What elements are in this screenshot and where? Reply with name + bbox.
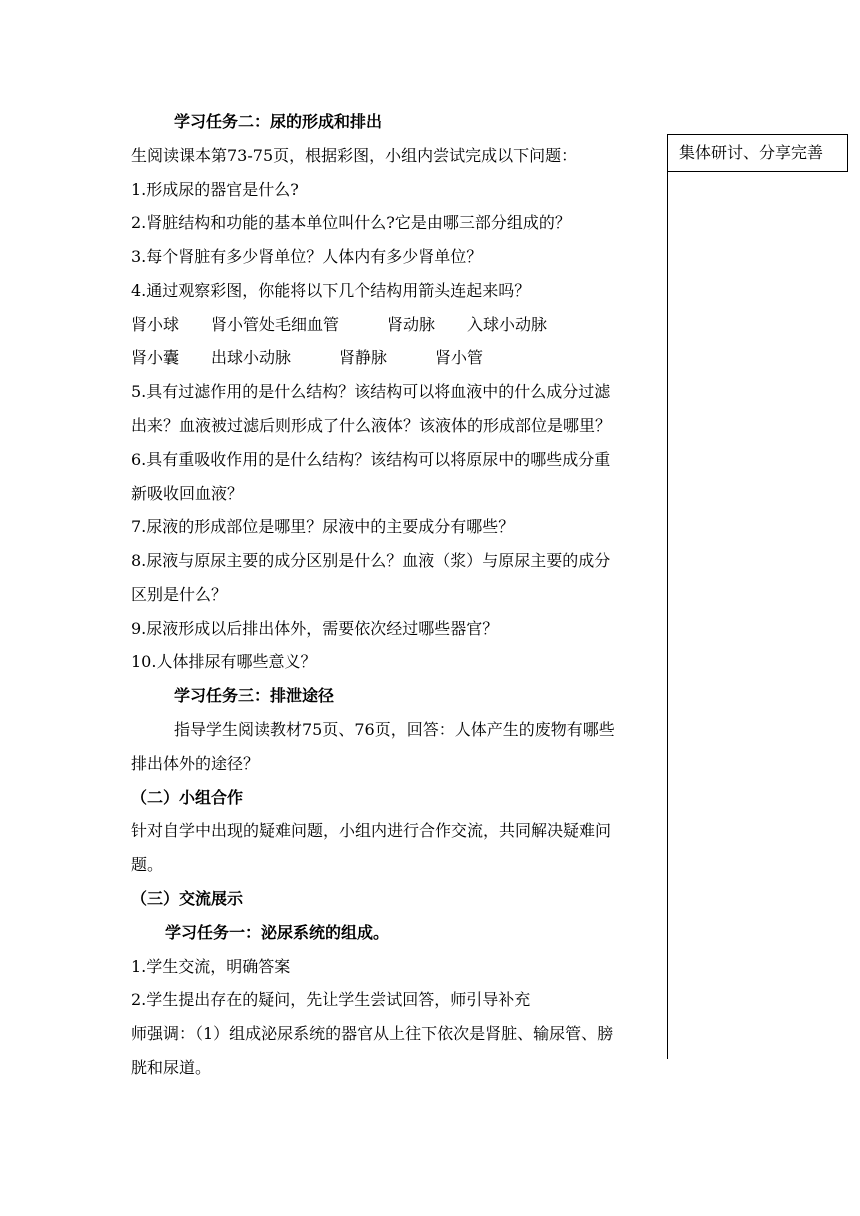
question-1: 1.形成尿的器官是什么? <box>131 180 299 199</box>
teacher-emphasis-line-2: 胱和尿道。 <box>131 1058 212 1077</box>
section-group-work-heading: （二）小组合作 <box>131 788 244 807</box>
section-exchange-heading: （三）交流展示 <box>131 889 244 908</box>
side-column-label: 集体研讨、分享完善 <box>679 143 824 162</box>
task2-instruction: 生阅读课本第73-75页，根据彩图，小组内尝试完成以下问题： <box>131 146 578 165</box>
exchange-step-1: 1.学生交流，明确答案 <box>131 957 291 976</box>
task2-heading: 学习任务二：尿的形成和排出 <box>174 112 383 131</box>
group-work-text-line-1: 针对自学中出现的疑难问题，小组内进行合作交流，共同解决疑难问 <box>131 821 612 840</box>
question-6-line-2: 新吸收回血液？ <box>131 484 244 503</box>
task3-heading: 学习任务三：排泄途径 <box>174 686 335 705</box>
task1-heading: 学习任务一：泌尿系统的组成。 <box>165 923 390 942</box>
question-8-line-2: 区别是什么？ <box>131 585 228 604</box>
task3-instruction-line-2: 排出体外的途径？ <box>131 754 260 773</box>
question-6-line-1: 6.具有重吸收作用的是什么结构？该结构可以将原尿中的哪些成分重 <box>131 450 611 469</box>
task3-instruction-line-1: 指导学生阅读教材75页、76页，回答：人体产生的废物有哪些 <box>174 720 615 739</box>
structure-list-2: 肾小囊 出球小动脉 肾静脉 肾小管 <box>131 348 484 367</box>
question-7: 7.尿液的形成部位是哪里？尿液中的主要成分有哪些？ <box>131 517 515 536</box>
question-5-line-1: 5.具有过滤作用的是什么结构？该结构可以将血液中的什么成分过滤 <box>131 382 611 401</box>
teacher-emphasis-line-1: 师强调：（1）组成泌尿系统的器官从上往下依次是肾脏、输尿管、膀 <box>131 1024 614 1043</box>
question-8-line-1: 8.尿液与原尿主要的成分区别是什么？血液（浆）与原尿主要的成分 <box>131 551 611 570</box>
group-work-text-line-2: 题。 <box>131 855 164 874</box>
question-10: 10.人体排尿有哪些意义？ <box>131 652 317 671</box>
structure-list-1: 肾小球 肾小管处毛细血管 肾动脉 入球小动脉 <box>131 315 548 334</box>
question-9: 9.尿液形成以后排出体外，需要依次经过哪些器官？ <box>131 619 499 638</box>
question-2: 2.肾脏结构和功能的基本单位叫什么?它是由哪三部分组成的？ <box>131 213 571 232</box>
exchange-step-2: 2.学生提出存在的疑问，先让学生尝试回答，师引导补充 <box>131 990 531 1009</box>
question-4: 4.通过观察彩图，你能将以下几个结构用箭头连起来吗？ <box>131 281 531 300</box>
question-3: 3.每个肾脏有多少肾单位？人体内有多少肾单位？ <box>131 247 483 266</box>
side-column-divider <box>667 172 668 1059</box>
question-5-line-2: 出来？血液被过滤后则形成了什么液体？该液体的形成部位是哪里？ <box>131 416 612 435</box>
